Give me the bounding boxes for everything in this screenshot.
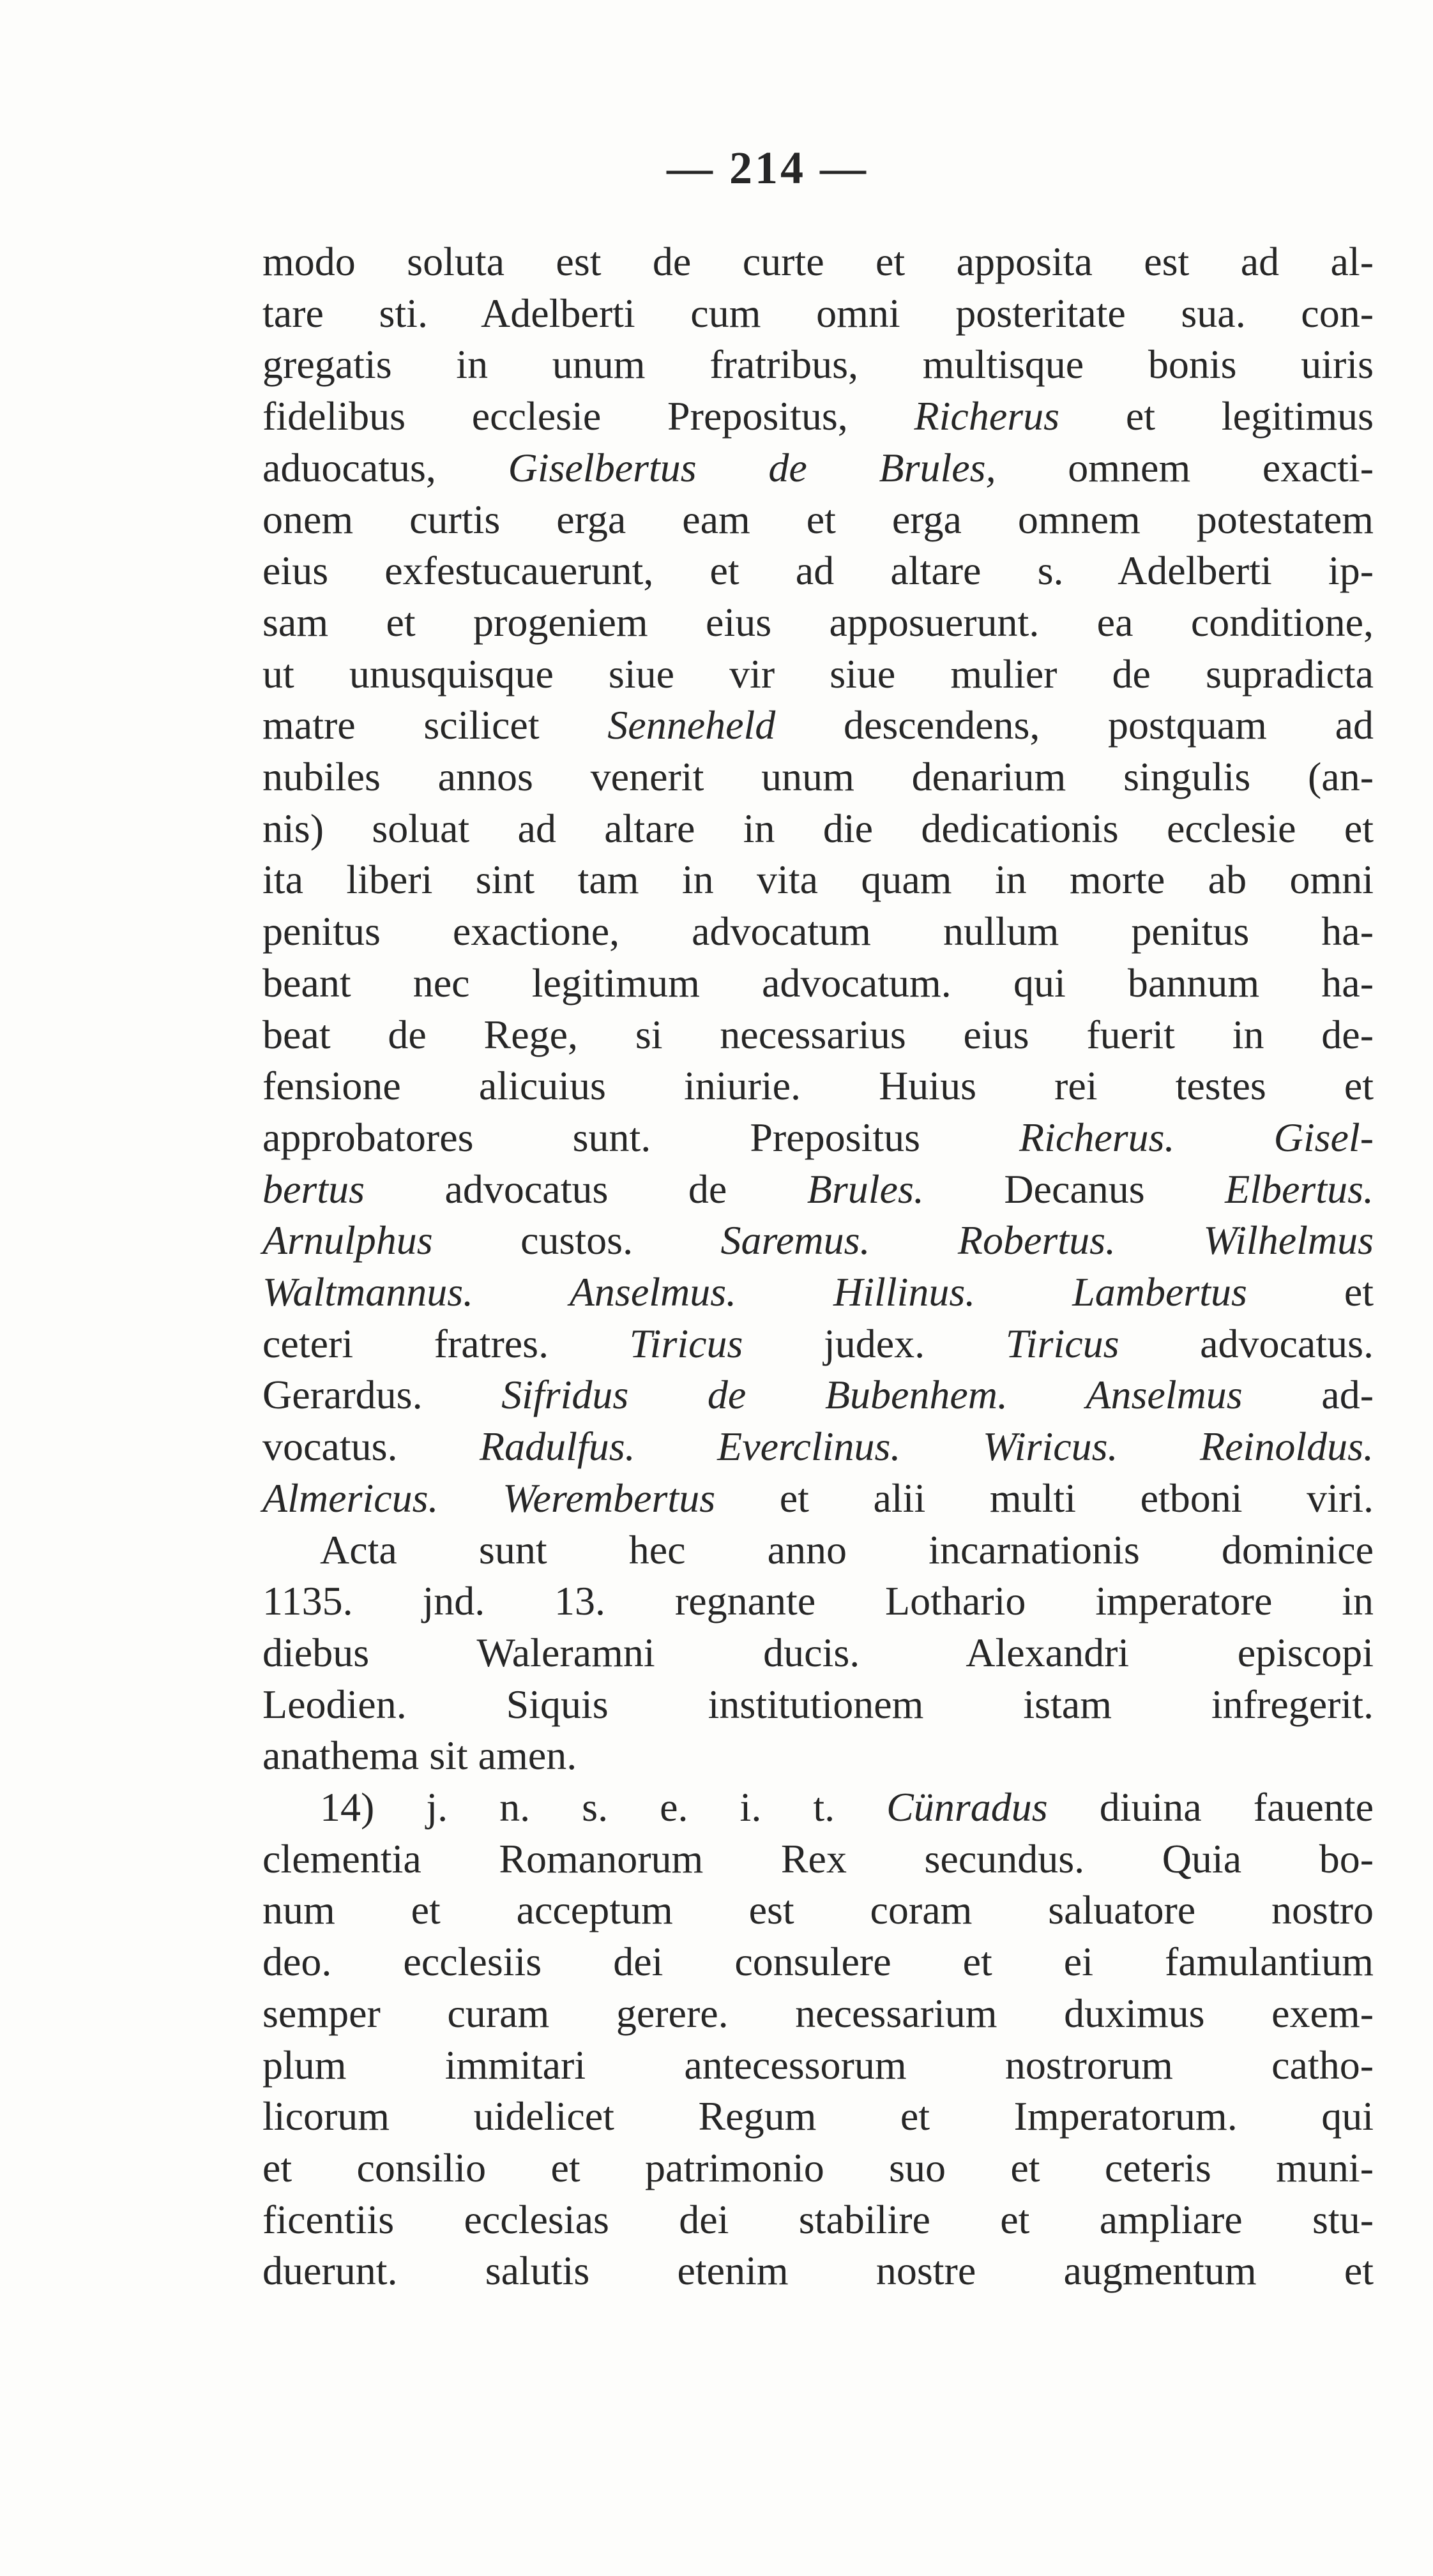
italic-name-text: Richerus. Gisel-: [1019, 1114, 1374, 1160]
text-line: [262, 1679, 1374, 1730]
italic-name-text: Sifridus de Bubenhem. Anselmus: [501, 1372, 1243, 1418]
line-text: ita liberi sint tam in vita quam in morte ab omni: [262, 857, 1374, 903]
line-text: et alii multi etboni viri.: [715, 1475, 1374, 1521]
text-line: [262, 2194, 1374, 2245]
text-line: [262, 1730, 1374, 1781]
text-line: [262, 597, 1374, 648]
line-text: fidelibus ecclesie Prepositus,: [262, 393, 914, 439]
text-line: [262, 854, 1374, 905]
text-line: [262, 545, 1374, 596]
text-line: [262, 1627, 1374, 1678]
text-line: [262, 2040, 1374, 2091]
line-text: anathema sit amen.: [262, 1733, 577, 1779]
text-line: [262, 1009, 1374, 1060]
line-text: custos.: [432, 1217, 721, 1263]
text-line: [262, 1525, 1374, 1576]
italic-name-text: Senneheld: [607, 702, 776, 748]
italic-name-text: Tiricus: [629, 1320, 743, 1366]
line-text: eius exfestucauerunt, et ad altare s. Adelberti ip-: [262, 548, 1374, 594]
line-text: duerunt. salutis etenim nostre augmentum et: [262, 2248, 1374, 2294]
text-line: [262, 288, 1374, 339]
line-text: matre scilicet: [262, 702, 608, 748]
line-text: et consilio et patrimonio suo et ceteris muni-: [262, 2144, 1374, 2190]
line-text: onem curtis erga eam et erga omnem potestatem: [262, 496, 1374, 542]
line-text: descendens, postquam ad: [775, 702, 1374, 748]
line-text: beat de Rege, si necessarius eius fuerit in de-: [262, 1011, 1374, 1057]
line-text: approbatores sunt. Prepositus: [262, 1114, 1020, 1160]
text-line: [262, 1473, 1374, 1524]
line-text: plum immitari antecessorum nostrorum catho-: [262, 2042, 1374, 2088]
line-text: modo soluta est de curte et apposita est ad al-: [262, 239, 1374, 284]
text-line: [262, 1988, 1374, 2039]
line-text: gregatis in unum fratribus, multisque bonis uiris: [262, 342, 1374, 388]
line-text: omnem exacti-: [996, 444, 1374, 490]
line-text: advocatus de: [365, 1166, 807, 1212]
italic-name-text: Cünradus: [886, 1784, 1048, 1830]
text-line: [262, 1112, 1374, 1163]
text-line: [262, 958, 1374, 1009]
italic-name-text: Arnulphus: [262, 1217, 433, 1263]
text-line: [262, 751, 1374, 802]
line-text: ceteri fratres.: [262, 1320, 630, 1366]
text-line: [262, 2245, 1374, 2296]
text-line: [262, 1164, 1374, 1215]
italic-name-text: Radulfus. Everclinus. Wiricus. Reinoldus.: [480, 1424, 1374, 1470]
text-line: [262, 906, 1374, 957]
line-text: aduocatus,: [262, 444, 508, 490]
italic-name-text: Waltmannus. Anselmus. Hillinus. Lambertus: [262, 1269, 1247, 1314]
line-text: beant nec legitimum advocatum. qui bannum ha-: [262, 960, 1374, 1006]
line-text: ut unusquisque siue vir siue mulier de supradicta: [262, 651, 1374, 697]
line-text: num et acceptum est coram saluatore nostro: [262, 1887, 1374, 1933]
line-text: diuina fauente: [1047, 1784, 1374, 1830]
line-text: clementia Romanorum Rex secundus. Quia bo-: [262, 1835, 1374, 1881]
italic-name-text: bertus: [262, 1166, 365, 1212]
text-line: [262, 803, 1374, 854]
italic-name-text: Almericus. Werembertus: [262, 1475, 716, 1521]
page-number: — 214 —: [667, 142, 868, 193]
text-line: [262, 1060, 1374, 1111]
text-line: [262, 1215, 1374, 1266]
text-line: [262, 1782, 1374, 1833]
text-line: [262, 1885, 1374, 1936]
line-text: advocatus.: [1119, 1320, 1374, 1366]
line-text: diebus Waleramni ducis. Alexandri episcopi: [262, 1629, 1374, 1675]
text-line: [262, 1576, 1374, 1627]
text-line: [262, 1421, 1374, 1472]
line-text: deo. ecclesiis dei consulere et ei famulantium: [262, 1939, 1374, 1985]
text-line: [262, 2091, 1374, 2142]
text-line: [262, 236, 1374, 287]
text-line: [262, 2143, 1374, 2194]
line-text: ad-: [1242, 1372, 1374, 1418]
line-text: Leodien. Siquis institutionem istam infregerit.: [262, 1681, 1374, 1727]
italic-name-text: Giselbertus de Brules,: [508, 444, 996, 490]
line-text: et legitimus: [1059, 393, 1374, 439]
line-text: judex.: [743, 1320, 1006, 1366]
line-text: et: [1247, 1269, 1374, 1314]
text-line: [262, 700, 1374, 751]
text-line: [262, 442, 1374, 493]
line-text: nubiles annos venerit unum denarium singulis (an-: [262, 754, 1374, 799]
line-text: Acta sunt hec anno incarnationis dominice: [320, 1526, 1374, 1572]
text-line: [262, 1936, 1374, 1987]
italic-name-text: Tiricus: [1005, 1320, 1119, 1366]
line-text: tare sti. Adelberti cum omni posteritate sua. con-: [262, 290, 1374, 336]
line-text: 14) j. n. s. e. i. t.: [320, 1784, 887, 1830]
line-text: vocatus.: [262, 1424, 480, 1470]
text-line: [262, 494, 1374, 545]
line-text: Gerardus.: [262, 1372, 502, 1418]
line-text: semper curam gerere. necessarium duximus exem-: [262, 1990, 1374, 2036]
italic-name-text: Elbertus.: [1225, 1166, 1374, 1212]
text-line: [262, 649, 1374, 700]
line-text: 1135. jnd. 13. regnante Lothario imperatore in: [262, 1578, 1374, 1624]
italic-name-text: Saremus. Robertus. Wilhelmus: [720, 1217, 1374, 1263]
line-text: penitus exactione, advocatum nullum penitus ha-: [262, 908, 1374, 954]
italic-name-text: Richerus: [914, 393, 1060, 439]
line-text: ficentiis ecclesias dei stabilire et ampliare stu-: [262, 2196, 1374, 2242]
line-text: fensione alicuius iniurie. Huius rei testes et: [262, 1063, 1374, 1109]
text-line: [262, 339, 1374, 390]
text-line: [262, 1834, 1374, 1885]
text-line: [262, 1267, 1374, 1318]
text-line: [262, 1369, 1374, 1420]
text-line: [262, 391, 1374, 442]
line-text: nis) soluat ad altare in die dedicationis ecclesie et: [262, 805, 1374, 851]
line-text: licorum uidelicet Regum et Imperatorum. qui: [262, 2093, 1374, 2139]
text-line: [262, 1318, 1374, 1369]
line-text: Decanus: [923, 1166, 1225, 1212]
italic-name-text: Brules.: [807, 1166, 924, 1212]
line-text: sam et progeniem eius apposuerunt. ea conditione,: [262, 599, 1374, 645]
